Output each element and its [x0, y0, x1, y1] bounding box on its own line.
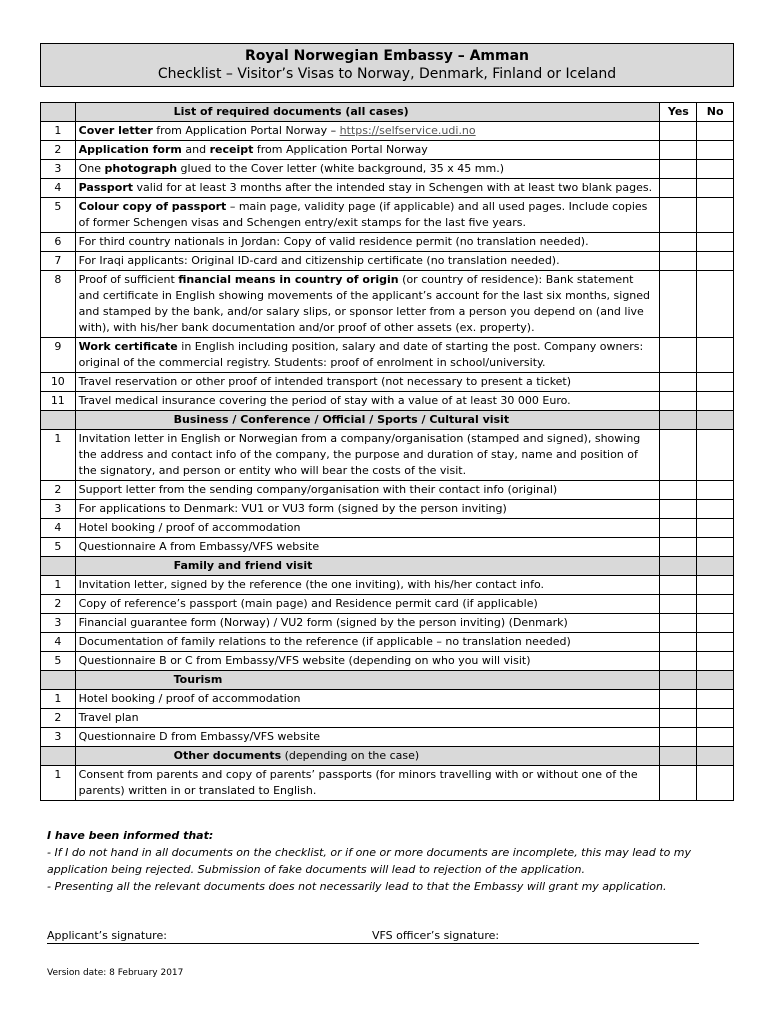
- item-text-bold: financial means in country of origin: [178, 273, 399, 286]
- item-text: [75, 179, 660, 198]
- notes-heading: I have been informed that:: [47, 829, 214, 842]
- item-text-bold: Colour copy of passport: [78, 200, 227, 213]
- item-text: [75, 576, 660, 595]
- checklist-row: [41, 576, 734, 595]
- yes-checkbox-cell[interactable]: [660, 160, 697, 179]
- item-text: [75, 481, 660, 500]
- yes-checkbox-cell[interactable]: [660, 595, 697, 614]
- yes-checkbox-cell[interactable]: [660, 709, 697, 728]
- no-checkbox-cell[interactable]: [697, 500, 734, 519]
- applicant-signature-line[interactable]: [47, 929, 372, 944]
- udi-portal-link[interactable]: https://selfservice.udi.no: [339, 124, 476, 137]
- yes-checkbox-cell[interactable]: [660, 652, 697, 671]
- checklist-row: [41, 373, 734, 392]
- no-checkbox-cell[interactable]: [697, 141, 734, 160]
- checklist-row: [41, 141, 734, 160]
- yes-checkbox-cell[interactable]: [660, 392, 697, 411]
- item-text-part: Support letter from the sending company/organisation with their contact info (original): [78, 483, 558, 496]
- item-text: [75, 500, 660, 519]
- item-text: [75, 160, 660, 179]
- yes-checkbox-cell[interactable]: [660, 519, 697, 538]
- checklist-row: [41, 338, 734, 373]
- item-text: [75, 595, 660, 614]
- section-title: [75, 411, 660, 430]
- section-title-text: Family and friend visit: [173, 559, 313, 572]
- section-blank-cell: [41, 557, 76, 576]
- no-checkbox-cell[interactable]: [697, 690, 734, 709]
- yes-checkbox-cell[interactable]: [660, 766, 697, 801]
- yes-checkbox-cell[interactable]: [660, 233, 697, 252]
- notes-line-2: - Presenting all the relevant documents does not necessarily lead to that the Embassy will grant my application.: [47, 880, 667, 893]
- section-title-text: Tourism: [173, 673, 223, 686]
- no-checkbox-cell[interactable]: [697, 271, 734, 338]
- item-text: [75, 198, 660, 233]
- item-text-part: – main page, validity page (if applicable) and all used pages. Include copies of former Schengen visas and Schengen entry/exit stamps for the last five years.: [78, 200, 648, 229]
- item-text-bold: Passport: [78, 181, 134, 194]
- section-yes-cell: [660, 747, 697, 766]
- checklist-row: [41, 595, 734, 614]
- checklist-row: [41, 271, 734, 338]
- item-text-part: Consent from parents and copy of parents’ passports (for minors travelling with or without one of the parents) written in or translated to English.: [78, 768, 638, 797]
- yes-checkbox-cell[interactable]: [660, 538, 697, 557]
- no-checkbox-cell[interactable]: [697, 481, 734, 500]
- item-number: 2: [41, 141, 76, 160]
- item-text: [75, 728, 660, 747]
- notes-line-1: - If I do not hand in all documents on the checklist, or if one or more documents are incomplete, this may lead to my application being rejected. Submission of fake documents will lead to rejection of the application.: [47, 846, 692, 876]
- item-text-bold: Application form: [78, 143, 182, 156]
- yes-checkbox-cell[interactable]: [660, 338, 697, 373]
- no-checkbox-cell[interactable]: [697, 766, 734, 801]
- item-number: 2: [41, 709, 76, 728]
- item-text: [75, 519, 660, 538]
- item-text-part: and: [181, 143, 210, 156]
- checklist-row: [41, 179, 734, 198]
- item-text-part: Documentation of family relations to the reference (if applicable – no translation needed): [78, 635, 571, 648]
- yes-checkbox-cell[interactable]: [660, 576, 697, 595]
- item-number: 1: [41, 576, 76, 595]
- no-checkbox-cell[interactable]: [697, 233, 734, 252]
- section-no-cell: [697, 557, 734, 576]
- applicant-signature: [47, 929, 372, 944]
- section-blank-cell: [41, 671, 76, 690]
- section-title: [75, 557, 660, 576]
- checklist-table: [40, 102, 734, 801]
- yes-checkbox-cell[interactable]: [660, 141, 697, 160]
- item-text-part: Questionnaire A from Embassy/VFS website: [78, 540, 320, 553]
- yes-checkbox-cell[interactable]: [660, 690, 697, 709]
- item-text-part: For Iraqi applicants: Original ID-card and citizenship certificate (no translation needed).: [78, 254, 560, 267]
- checklist-row: [41, 690, 734, 709]
- section-blank-cell: [41, 747, 76, 766]
- item-number: 6: [41, 233, 76, 252]
- checklist-row: [41, 481, 734, 500]
- item-text: [75, 271, 660, 338]
- checklist-row: [41, 519, 734, 538]
- yes-checkbox-cell[interactable]: [660, 481, 697, 500]
- item-number: 2: [41, 481, 76, 500]
- item-text-bold: receipt: [209, 143, 254, 156]
- checklist-row: [41, 709, 734, 728]
- checklist-heading-row: [41, 103, 734, 122]
- item-text: [75, 538, 660, 557]
- checklist-row: [41, 233, 734, 252]
- no-checkbox-cell[interactable]: [697, 633, 734, 652]
- checklist-row: [41, 160, 734, 179]
- no-checkbox-cell[interactable]: [697, 392, 734, 411]
- no-checkbox-cell[interactable]: [697, 652, 734, 671]
- item-text: [75, 252, 660, 271]
- applicant-signature-label: Applicant’s signature:: [47, 929, 167, 942]
- yes-checkbox-cell[interactable]: [660, 179, 697, 198]
- item-text-part: Travel reservation or other proof of intended transport (not necessary to present a ticket): [78, 375, 572, 388]
- item-text: [75, 690, 660, 709]
- item-text: [75, 392, 660, 411]
- no-checkbox-cell[interactable]: [697, 179, 734, 198]
- checklist-row: [41, 652, 734, 671]
- no-checkbox-cell[interactable]: [697, 728, 734, 747]
- yes-checkbox-cell[interactable]: [660, 271, 697, 338]
- section-title: [75, 747, 660, 766]
- yes-checkbox-cell[interactable]: [660, 633, 697, 652]
- item-number: 2: [41, 595, 76, 614]
- item-text-part: For third country nationals in Jordan: Copy of valid residence permit (no translation needed).: [78, 235, 589, 248]
- item-text-part: Questionnaire B or C from Embassy/VFS website (depending on who you will visit): [78, 654, 531, 667]
- item-number: 4: [41, 633, 76, 652]
- item-text-part: Hotel booking / proof of accommodation: [78, 692, 301, 705]
- item-text-part: Copy of reference’s passport (main page) and Residence permit card (if applicable): [78, 597, 538, 610]
- no-checkbox-cell[interactable]: [697, 252, 734, 271]
- section-title-text: Other documents: [173, 749, 282, 762]
- checklist-row: [41, 392, 734, 411]
- section-header-row: [41, 747, 734, 766]
- item-number: 3: [41, 728, 76, 747]
- item-text-bold: Cover letter: [78, 124, 153, 137]
- heading-blank-cell: [41, 103, 76, 122]
- checklist-row: [41, 538, 734, 557]
- item-number: 5: [41, 538, 76, 557]
- item-text-part: from Application Portal Norway: [253, 143, 428, 156]
- item-text-part: Travel medical insurance covering the period of stay with a value of at least 30 000 Euro.: [78, 394, 571, 407]
- item-text-part: Hotel booking / proof of accommodation: [78, 521, 301, 534]
- item-number: 5: [41, 198, 76, 233]
- section-yes-cell: [660, 411, 697, 430]
- item-text-part: Invitation letter, signed by the reference (the one inviting), with his/her contact info.: [78, 578, 544, 591]
- item-number: 3: [41, 500, 76, 519]
- officer-signature-label: VFS officer’s signature:: [372, 929, 500, 942]
- checklist-subtitle: Checklist – Visitor’s Visas to Norway, Denmark, Finland or Iceland: [157, 66, 617, 82]
- item-text: [75, 709, 660, 728]
- item-text: [75, 141, 660, 160]
- item-text-part: glued to the Cover letter (white background, 35 x 45 mm.): [177, 162, 505, 175]
- checklist-row: [41, 766, 734, 801]
- item-text: [75, 373, 660, 392]
- section-header-row: [41, 671, 734, 690]
- section-no-cell: [697, 747, 734, 766]
- section-header-row: [41, 411, 734, 430]
- item-text: [75, 122, 660, 141]
- section-header-row: [41, 557, 734, 576]
- item-number: 4: [41, 519, 76, 538]
- item-text-part: One: [78, 162, 105, 175]
- no-checkbox-cell[interactable]: [697, 576, 734, 595]
- item-number: 4: [41, 179, 76, 198]
- section-blank-cell: [41, 411, 76, 430]
- item-text-bold: photograph: [104, 162, 178, 175]
- no-checkbox-cell[interactable]: [697, 338, 734, 373]
- item-text-part: Financial guarantee form (Norway) / VU2 form (signed by the person inviting) (Denmark): [78, 616, 568, 629]
- section-title-suffix: (depending on the case): [281, 749, 420, 762]
- item-text-part: valid for at least 3 months after the intended stay in Schengen with at least two blank pages.: [133, 181, 653, 194]
- item-text-part: Proof of sufficient: [78, 273, 179, 286]
- checklist-row: [41, 122, 734, 141]
- item-number: 11: [41, 392, 76, 411]
- item-number: 10: [41, 373, 76, 392]
- item-text: [75, 652, 660, 671]
- yes-checkbox-cell[interactable]: [660, 728, 697, 747]
- no-column-header: No: [697, 103, 734, 122]
- checklist-row: [41, 728, 734, 747]
- no-checkbox-cell[interactable]: [697, 595, 734, 614]
- item-text: [75, 633, 660, 652]
- item-text-part: in English including position, salary and date of starting the post. Company owners: original of the commercial registry. Students: proof of enrolment in school/university.: [78, 340, 644, 369]
- item-number: 3: [41, 160, 76, 179]
- checklist-row: [41, 500, 734, 519]
- document-header: [40, 43, 734, 87]
- checklist-row: [41, 430, 734, 481]
- item-number: 1: [41, 122, 76, 141]
- item-text: [75, 338, 660, 373]
- item-number: 1: [41, 766, 76, 801]
- no-checkbox-cell[interactable]: [697, 373, 734, 392]
- item-text: [75, 766, 660, 801]
- yes-checkbox-cell[interactable]: [660, 198, 697, 233]
- yes-column-header: Yes: [660, 103, 697, 122]
- item-text-part: For applications to Denmark: VU1 or VU3 form (signed by the person inviting): [78, 502, 507, 515]
- item-number: 8: [41, 271, 76, 338]
- no-checkbox-cell[interactable]: [697, 122, 734, 141]
- section-yes-cell: [660, 671, 697, 690]
- item-number: 3: [41, 614, 76, 633]
- no-checkbox-cell[interactable]: [697, 160, 734, 179]
- yes-checkbox-cell[interactable]: [660, 122, 697, 141]
- section-title-text: Business / Conference / Official / Sports / Cultural visit: [173, 413, 510, 426]
- section-title: [75, 671, 660, 690]
- item-number: 1: [41, 430, 76, 481]
- yes-checkbox-cell[interactable]: [660, 500, 697, 519]
- item-number: 1: [41, 690, 76, 709]
- version-date: Version date: 8 February 2017: [47, 968, 184, 978]
- item-text-bold: Work certificate: [78, 340, 178, 353]
- checklist-row: [41, 198, 734, 233]
- checklist-row: [41, 252, 734, 271]
- item-text-part: Questionnaire D from Embassy/VFS website: [78, 730, 321, 743]
- yes-checkbox-cell[interactable]: [660, 252, 697, 271]
- no-checkbox-cell[interactable]: [697, 519, 734, 538]
- checklist-row: [41, 614, 734, 633]
- section-yes-cell: [660, 557, 697, 576]
- checklist-heading: List of required documents (all cases): [75, 103, 660, 122]
- item-text-part: from Application Portal Norway –: [152, 124, 340, 137]
- item-text-part: (or country of residence): Bank statement and certificate in English showing movements of the applicant’s account for the last six months, signed and stamped by the bank, and/or salary slips, or sponsor letter from a person you depend on (and live with), with his/her bank documentation and/or proof of other assets (ex. property).: [78, 273, 651, 334]
- no-checkbox-cell[interactable]: [697, 538, 734, 557]
- item-number: 7: [41, 252, 76, 271]
- embassy-title: Royal Norwegian Embassy – Amman: [244, 48, 529, 64]
- item-text: [75, 430, 660, 481]
- item-number: 9: [41, 338, 76, 373]
- no-checkbox-cell[interactable]: [697, 430, 734, 481]
- item-text-part: Invitation letter in English or Norwegian from a company/organisation (stamped and signed), showing the address and contact info of the company, the purpose and duration of stay, name and position of the signatory, and person or entity who will bear the costs of the visit.: [78, 432, 641, 477]
- checklist-body: [41, 103, 734, 801]
- no-checkbox-cell[interactable]: [697, 198, 734, 233]
- section-no-cell: [697, 411, 734, 430]
- officer-signature: [372, 929, 699, 944]
- no-checkbox-cell[interactable]: [697, 709, 734, 728]
- declaration-notes: [47, 827, 727, 895]
- item-text: [75, 233, 660, 252]
- officer-signature-line[interactable]: [372, 929, 699, 944]
- item-text: [75, 614, 660, 633]
- item-text-part: Travel plan: [78, 711, 139, 724]
- item-number: 5: [41, 652, 76, 671]
- checklist-row: [41, 633, 734, 652]
- yes-checkbox-cell[interactable]: [660, 373, 697, 392]
- yes-checkbox-cell[interactable]: [660, 614, 697, 633]
- section-no-cell: [697, 671, 734, 690]
- no-checkbox-cell[interactable]: [697, 614, 734, 633]
- yes-checkbox-cell[interactable]: [660, 430, 697, 481]
